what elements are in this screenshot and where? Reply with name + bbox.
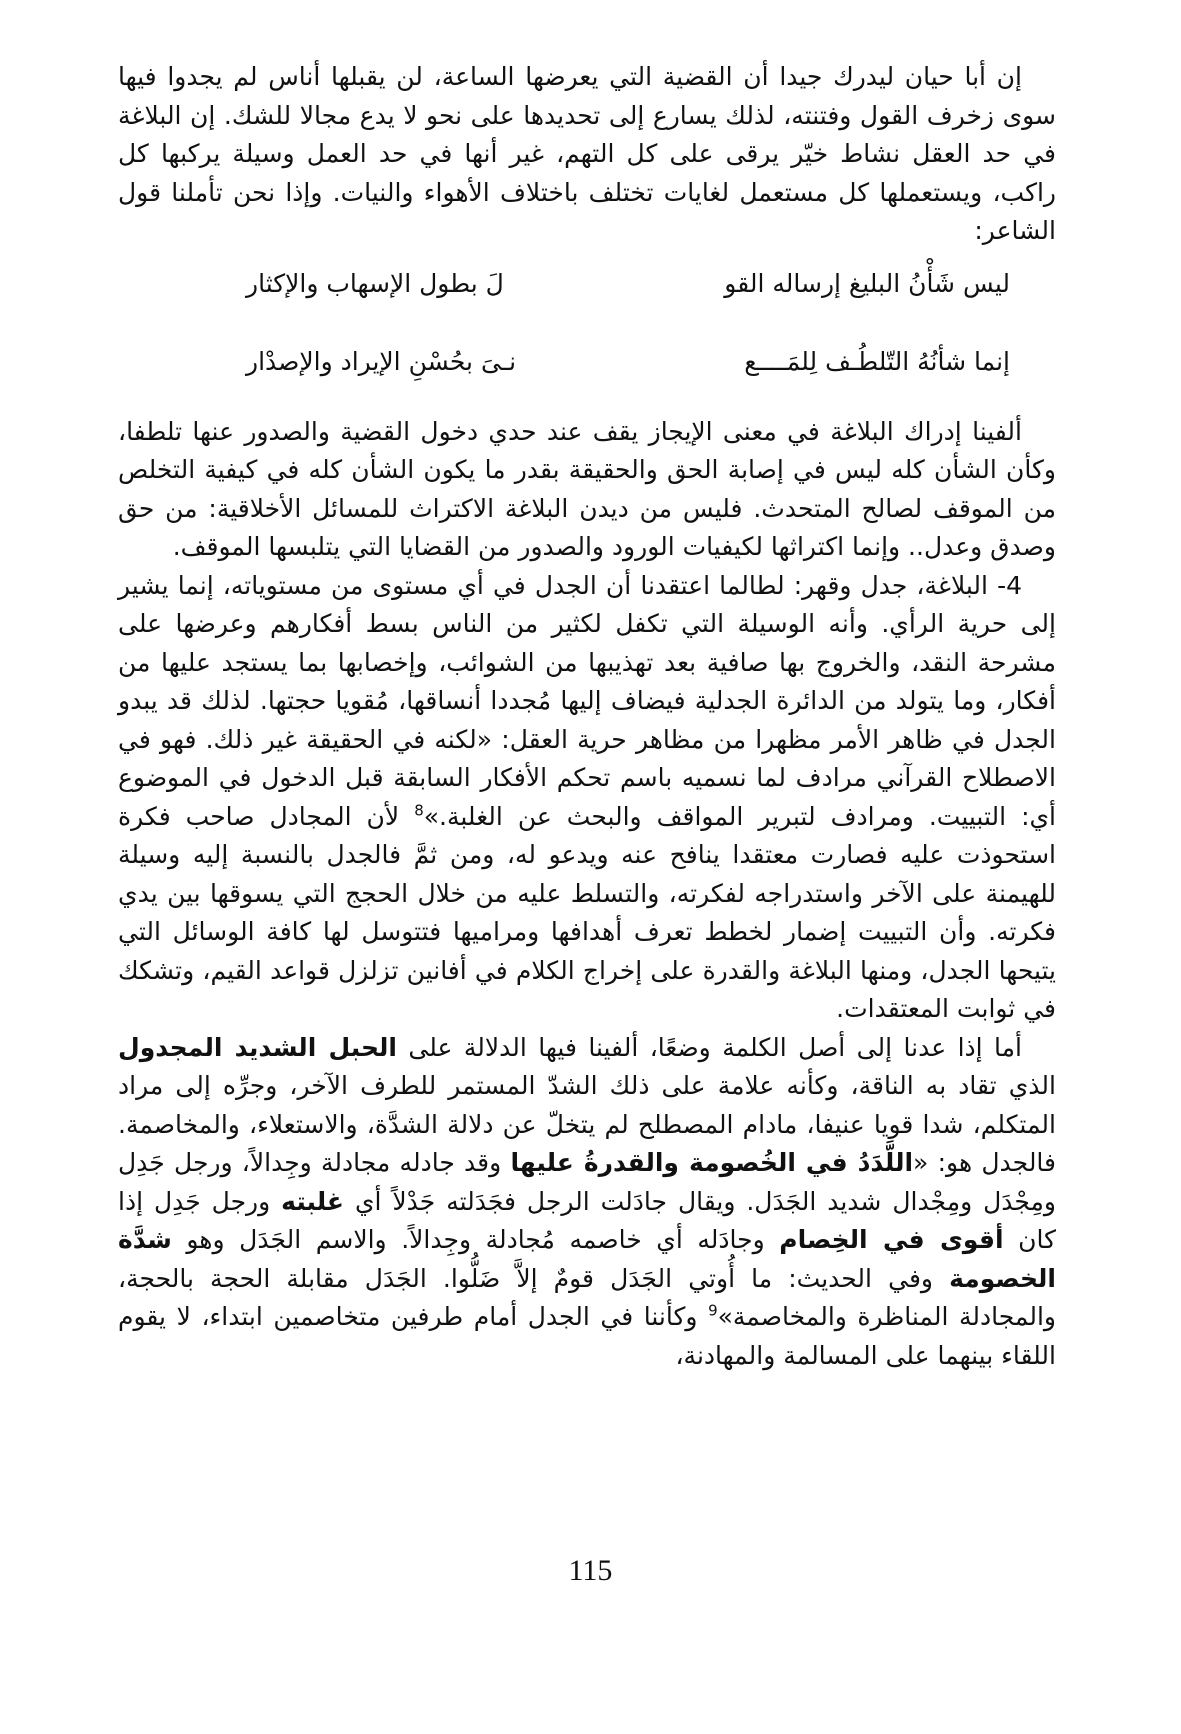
text-segment: وكأننا في الجدل أمام طرفين متخاصمين ابتداء، لا يقوم اللقاء بينهما على المسالمة والمهادنة،: [118, 1302, 1056, 1370]
poem-verse: [118, 255, 1056, 315]
text-segment: 4- البلاغة، جدل وقهر: لطالما اعتقدنا أن الجدل في أي مستوى من مستوياته، إنما يشير إلى حرية الرأي. وأنه الوسيلة التي تكفل لكثير من الناس بسط أفكارهم وعرضها على مشرحة النقد، والخروج بها صافية بعد تهذيبها من الشوائب، وإخصابها بما يستجد عليها من أفكار، وما يتولد من الدائرة الجدلية فيضاف إليها مُجددا أنساقها، مُقويا حجتها. لذلك قد يبدو الجدل في ظاهر الأمر مظهرا من مظاهر حرية العقل: «لكنه في الحقيقة غير ذلك. فهو في الاصطلاح القرآني مرادف لما نسميه باسم تحكم الأفكار السابقة قبل الدخول في الموضوع أي: التبييت. ومرادف لتبرير المواقف والبحث عن الغلبة.»: [118, 570, 1057, 831]
verse-second-hemistich: لَ بطول الإسهاب والإكثار: [246, 269, 504, 299]
poem-verse: [118, 333, 1056, 393]
text-segment: الذي تقاد به الناقة، وكأنه علامة على ذلك الشدّ المستمر للطرف الآخر، وجرِّه إلى مراد المتكلم، شدا قويا عنيفا، مادام المصطلح لم يتخلّ عن دلالة الشدَّة، والاستعلاء، والمخاصمة. فالجدل هو: «: [118, 1071, 1057, 1177]
text-segment: لأن المجادل صاحب فكرة استحوذت عليه فصارت معتقدا ينافح عنه ويدعو له، ومن ثمَّ فالجدل بالنسبة إليه وسيلة للهيمنة على الآخر واستدراجه لفكرته، والتسلط عليه من خلال الحجج التي يسوقها بين يدي فكرته. وأن التبييت إضمار لخطط تعرف أهدافها ومراميها فتتوسل لها كافة الوسائل التي يتيحها الجدل، ومنها البلاغة والقدرة على إخراج الكلام في أفانين تزلزل قواعد القيم، وتشكك في ثوابت المعتقدات.: [118, 801, 1056, 1023]
page-number: 115: [568, 1554, 613, 1587]
text-segment: أما إذا عدنا إلى أصل الكلمة وضعًا، ألفينا فيها الدلالة على: [396, 1032, 1022, 1062]
text-segment: وفي الحديث: ما أُوتي الجَدَل قومٌ إلاَّ ضَلُّوا. الجَدَل مقابلة الحجة بالحجة، والمجادلة المناظرة والمخاصمة»: [118, 1263, 1056, 1331]
bold-term: أقوى في الخِصام: [779, 1225, 1004, 1254]
text-segment: وجادَله أي خاصمه مُجادلة وجِدالاً. والاسم الجَدَل وهو: [171, 1225, 780, 1254]
paragraph-word-origin: [118, 1029, 1056, 1376]
page-body: [118, 58, 1056, 1375]
poem: [118, 255, 1056, 393]
bold-term: شدَّة الخصومة: [118, 1225, 1056, 1293]
verse-first-hemistich: إنما شأنُهُ التّلطُـف لِلمَــــع: [744, 347, 1010, 377]
paragraph-eloquence-brevity: ألفينا إدراك البلاغة في معنى الإيجاز يقف عند حدي دخول القضية والصدور عنها تلطفا، وكأن الشأن كله ليس في إصابة الحق والحقيقة بقدر ما يكون الشأن كله في كيفية التخلص من الموقف لصالح المتحدث. فليس من ديدن البلاغة الاكتراث للمسائل الأخلاقية: من حق وصدق وعدل.. وإنما اكتراثها لكيفيات الورود والصدور من القضايا التي يتلبسها الموقف.: [118, 416, 1056, 561]
paragraph-debate-section: [118, 567, 1056, 1029]
verse-second-hemistich: نـىَ بحُسْنِ الإيراد والإصدْار: [246, 347, 517, 377]
text-segment: ورجل جَدِل إذا كان: [118, 1186, 1057, 1254]
verse-first-hemistich: ليس شَأْنُ البليغ إرساله القو: [724, 269, 1010, 299]
bold-term: غلبته: [281, 1186, 345, 1216]
footnote-ref-8: 8: [414, 801, 424, 820]
text-segment: وقد جادله مجادلة وجِدالاً، ورجل جَدِل ومِجْدَل ومِجْدال شديد الجَدَل. ويقال جادَلت الرجل فجَدَلته جَدْلاً أي: [118, 1148, 1056, 1216]
bold-term: الحبل الشديد المجدول: [118, 1032, 397, 1062]
bold-term: اللَّدَدُ في الخُصومة والقدرةُ عليها: [510, 1148, 914, 1177]
footnote-ref-9: 9: [708, 1301, 718, 1320]
paragraph-intro: إن أبا حيان ليدرك جيدا أن القضية التي يعرضها الساعة، لن يقبلها أناس لم يجدوا فيها سوى زخرف القول وفتنته، لذلك يسارع إلى تحديدها على نحو لا يدع مجالا للشك. إن البلاغة في حد العقل نشاط خيّر يرقى على كل التهم، غير أنها في حد العمل وسيلة يركبها كل راكب، ويستعملها كل مستعمل لغايات تختلف باختلاف الأهواء والنيات. وإذا نحن تأملنا قول الشاعر:: [118, 62, 1056, 245]
